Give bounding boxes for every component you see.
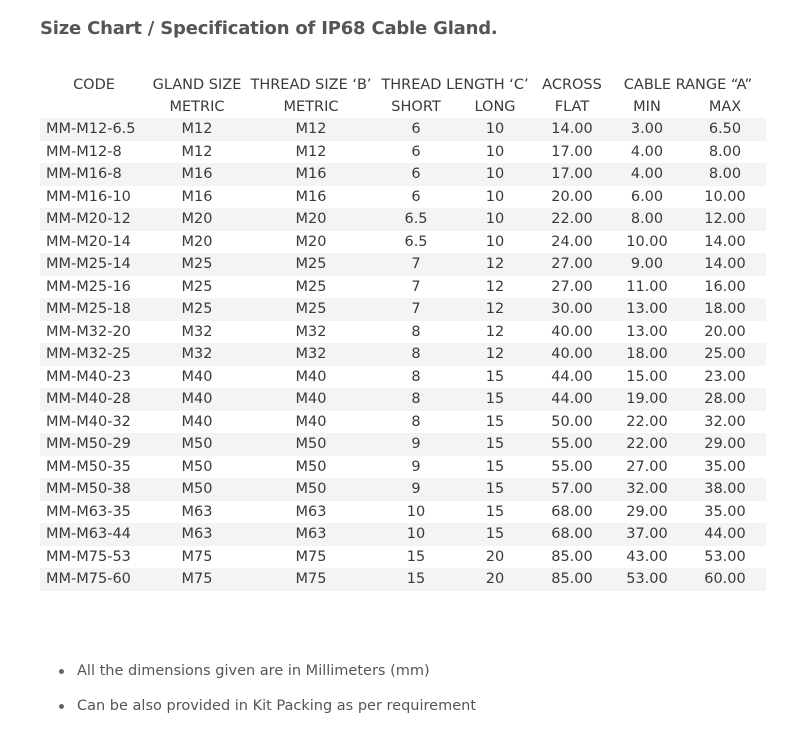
table-row [40, 456, 766, 479]
table-row [40, 433, 766, 456]
cell-cable-min: 22.00 [610, 433, 684, 456]
header-row [40, 74, 766, 96]
cell-thread-size: M75 [246, 546, 376, 569]
cell-cable-min: 13.00 [610, 298, 684, 321]
cell-cable-min: 10.00 [610, 231, 684, 254]
header-min: MIN [633, 99, 661, 115]
cell-thread-long: 12 [456, 253, 534, 276]
cell-thread-size: M25 [246, 298, 376, 321]
table-row [40, 366, 766, 389]
note-text: All the dimensions given are in Millimeters (mm) [77, 663, 430, 679]
cell-gland-size: M50 [148, 478, 246, 501]
cell-across-flat: 57.00 [534, 478, 610, 501]
cell-cable-max: 14.00 [684, 253, 766, 276]
cell-cable-min: 3.00 [610, 118, 684, 141]
table-row [40, 568, 766, 591]
cell-across-flat: 68.00 [534, 523, 610, 546]
cell-thread-long: 12 [456, 276, 534, 299]
cell-thread-size: M25 [246, 253, 376, 276]
cell-thread-short: 9 [376, 478, 456, 501]
cell-thread-short: 6 [376, 141, 456, 164]
cell-across-flat: 24.00 [534, 231, 610, 254]
cell-thread-size: M20 [246, 231, 376, 254]
cell-cable-max: 8.00 [684, 141, 766, 164]
cell-across-flat: 85.00 [534, 546, 610, 569]
cell-thread-size: M40 [246, 388, 376, 411]
header-code-sub [40, 96, 148, 118]
cell-cable-max: 32.00 [684, 411, 766, 434]
table-row [40, 321, 766, 344]
cell-code: MM-M20-14 [40, 231, 148, 254]
cell-thread-size: M75 [246, 568, 376, 591]
cell-cable-min: 37.00 [610, 523, 684, 546]
cell-thread-long: 15 [456, 456, 534, 479]
cell-thread-short: 10 [376, 523, 456, 546]
cell-cable-min: 22.00 [610, 411, 684, 434]
header-thread-size: THREAD SIZE ‘B’ [250, 77, 372, 93]
cell-across-flat: 55.00 [534, 433, 610, 456]
cell-thread-size: M16 [246, 163, 376, 186]
cell-gland-size: M32 [148, 321, 246, 344]
cell-gland-size: M75 [148, 546, 246, 569]
table-row [40, 523, 766, 546]
table-row [40, 501, 766, 524]
cell-cable-max: 44.00 [684, 523, 766, 546]
cell-thread-short: 9 [376, 456, 456, 479]
cell-thread-size: M16 [246, 186, 376, 209]
table-row [40, 118, 766, 141]
header-gland-size: GLAND SIZE [152, 77, 242, 93]
cell-across-flat: 55.00 [534, 456, 610, 479]
cell-across-flat: 20.00 [534, 186, 610, 209]
cell-thread-size: M25 [246, 276, 376, 299]
note-item [57, 692, 476, 727]
cell-thread-size: M50 [246, 433, 376, 456]
table-row [40, 186, 766, 209]
cell-across-flat: 27.00 [534, 253, 610, 276]
cell-thread-short: 6 [376, 118, 456, 141]
bullet-icon [59, 704, 64, 709]
table-row [40, 343, 766, 366]
table-row [40, 253, 766, 276]
cell-code: MM-M63-44 [40, 523, 148, 546]
header-gland-metric: METRIC [169, 99, 225, 115]
table-row [40, 411, 766, 434]
cell-code: MM-M63-35 [40, 501, 148, 524]
header-max: MAX [708, 99, 742, 115]
cell-code: MM-M50-29 [40, 433, 148, 456]
cell-cable-min: 43.00 [610, 546, 684, 569]
cell-gland-size: M25 [148, 253, 246, 276]
cell-cable-max: 35.00 [684, 501, 766, 524]
cell-gland-size: M20 [148, 208, 246, 231]
cell-cable-max: 18.00 [684, 298, 766, 321]
cell-thread-size: M63 [246, 501, 376, 524]
cell-gland-size: M16 [148, 163, 246, 186]
cell-thread-short: 8 [376, 388, 456, 411]
table-row [40, 231, 766, 254]
cell-cable-min: 9.00 [610, 253, 684, 276]
cell-thread-short: 7 [376, 253, 456, 276]
cell-cable-min: 13.00 [610, 321, 684, 344]
cell-cable-max: 25.00 [684, 343, 766, 366]
cell-across-flat: 27.00 [534, 276, 610, 299]
cell-code: MM-M40-23 [40, 366, 148, 389]
cell-thread-size: M20 [246, 208, 376, 231]
cell-thread-long: 20 [456, 546, 534, 569]
cell-code: MM-M16-10 [40, 186, 148, 209]
cell-thread-size: M32 [246, 321, 376, 344]
cell-cable-max: 10.00 [684, 186, 766, 209]
cell-cable-min: 8.00 [610, 208, 684, 231]
cell-cable-min: 53.00 [610, 568, 684, 591]
cell-across-flat: 85.00 [534, 568, 610, 591]
cell-across-flat: 17.00 [534, 163, 610, 186]
header-short: SHORT [391, 99, 441, 115]
table-row [40, 478, 766, 501]
cell-thread-short: 6 [376, 163, 456, 186]
cell-thread-long: 10 [456, 231, 534, 254]
cell-code: MM-M50-38 [40, 478, 148, 501]
cell-thread-short: 6 [376, 186, 456, 209]
cell-thread-long: 10 [456, 186, 534, 209]
cell-thread-long: 10 [456, 141, 534, 164]
cell-code: MM-M40-32 [40, 411, 148, 434]
cell-thread-size: M12 [246, 118, 376, 141]
cell-across-flat: 40.00 [534, 343, 610, 366]
cell-gland-size: M20 [148, 231, 246, 254]
cell-gland-size: M63 [148, 501, 246, 524]
cell-thread-long: 20 [456, 568, 534, 591]
cell-thread-size: M50 [246, 456, 376, 479]
cell-gland-size: M63 [148, 523, 246, 546]
cell-thread-long: 15 [456, 433, 534, 456]
table-header [40, 74, 766, 118]
cell-thread-long: 15 [456, 523, 534, 546]
cell-thread-long: 15 [456, 366, 534, 389]
cell-cable-max: 14.00 [684, 231, 766, 254]
cell-cable-max: 6.50 [684, 118, 766, 141]
note-item [57, 657, 476, 692]
cell-thread-short: 8 [376, 343, 456, 366]
table-row [40, 546, 766, 569]
cell-code: MM-M50-35 [40, 456, 148, 479]
cell-cable-min: 19.00 [610, 388, 684, 411]
page-title: Size Chart / Specification of IP68 Cable Gland. [40, 18, 498, 39]
cell-cable-max: 23.00 [684, 366, 766, 389]
cell-thread-size: M40 [246, 366, 376, 389]
cell-cable-min: 6.00 [610, 186, 684, 209]
cell-thread-short: 7 [376, 276, 456, 299]
note-text: Can be also provided in Kit Packing as per requirement [77, 698, 477, 714]
cell-cable-max: 38.00 [684, 478, 766, 501]
cell-code: MM-M12-8 [40, 141, 148, 164]
cell-cable-max: 35.00 [684, 456, 766, 479]
cell-code: MM-M32-25 [40, 343, 148, 366]
cell-thread-long: 10 [456, 118, 534, 141]
notes-list [57, 657, 476, 727]
cell-code: MM-M32-20 [40, 321, 148, 344]
cell-thread-short: 7 [376, 298, 456, 321]
cell-cable-min: 18.00 [610, 343, 684, 366]
cell-thread-short: 8 [376, 366, 456, 389]
cell-thread-long: 12 [456, 321, 534, 344]
table-row [40, 208, 766, 231]
cell-cable-max: 12.00 [684, 208, 766, 231]
cell-thread-short: 6.5 [376, 208, 456, 231]
cell-cable-min: 29.00 [610, 501, 684, 524]
cell-thread-long: 15 [456, 411, 534, 434]
cell-gland-size: M50 [148, 433, 246, 456]
cell-gland-size: M40 [148, 411, 246, 434]
cell-thread-short: 15 [376, 546, 456, 569]
cell-thread-long: 12 [456, 343, 534, 366]
table-row [40, 298, 766, 321]
cell-thread-short: 15 [376, 568, 456, 591]
cell-gland-size: M25 [148, 298, 246, 321]
cell-across-flat: 50.00 [534, 411, 610, 434]
cell-gland-size: M32 [148, 343, 246, 366]
cell-code: MM-M40-28 [40, 388, 148, 411]
cell-thread-long: 15 [456, 501, 534, 524]
cell-across-flat: 68.00 [534, 501, 610, 524]
cell-thread-short: 8 [376, 411, 456, 434]
cell-thread-size: M40 [246, 411, 376, 434]
header-thread-metric: METRIC [283, 99, 339, 115]
cell-across-flat: 17.00 [534, 141, 610, 164]
cell-thread-long: 12 [456, 298, 534, 321]
cell-cable-max: 16.00 [684, 276, 766, 299]
header-long: LONG [474, 99, 516, 115]
cell-thread-short: 8 [376, 321, 456, 344]
cell-cable-max: 8.00 [684, 163, 766, 186]
table-row [40, 163, 766, 186]
cell-cable-max: 29.00 [684, 433, 766, 456]
cell-code: MM-M16-8 [40, 163, 148, 186]
cell-thread-long: 10 [456, 208, 534, 231]
cell-cable-max: 60.00 [684, 568, 766, 591]
cell-code: MM-M12-6.5 [40, 118, 148, 141]
header-cable-range: CABLE RANGE “A” [623, 77, 753, 93]
header-flat: FLAT [554, 99, 590, 115]
table-row [40, 141, 766, 164]
cell-thread-short: 10 [376, 501, 456, 524]
cell-cable-min: 11.00 [610, 276, 684, 299]
cell-across-flat: 44.00 [534, 388, 610, 411]
cell-across-flat: 44.00 [534, 366, 610, 389]
cell-thread-short: 9 [376, 433, 456, 456]
spec-table [40, 74, 766, 591]
header-thread-length: THREAD LENGTH ‘C’ [381, 77, 529, 93]
cell-across-flat: 40.00 [534, 321, 610, 344]
cell-cable-min: 4.00 [610, 141, 684, 164]
cell-gland-size: M12 [148, 118, 246, 141]
cell-thread-size: M32 [246, 343, 376, 366]
cell-thread-long: 10 [456, 163, 534, 186]
cell-thread-long: 15 [456, 388, 534, 411]
cell-cable-max: 53.00 [684, 546, 766, 569]
cell-cable-max: 28.00 [684, 388, 766, 411]
cell-gland-size: M75 [148, 568, 246, 591]
cell-gland-size: M40 [148, 366, 246, 389]
table-row [40, 276, 766, 299]
cell-thread-size: M50 [246, 478, 376, 501]
cell-gland-size: M12 [148, 141, 246, 164]
cell-across-flat: 30.00 [534, 298, 610, 321]
cell-thread-size: M63 [246, 523, 376, 546]
cell-cable-min: 15.00 [610, 366, 684, 389]
cell-thread-short: 6.5 [376, 231, 456, 254]
table-row [40, 388, 766, 411]
header-across: ACROSS [542, 77, 602, 93]
bullet-icon [59, 669, 64, 674]
cell-thread-size: M12 [246, 141, 376, 164]
cell-gland-size: M40 [148, 388, 246, 411]
cell-across-flat: 22.00 [534, 208, 610, 231]
cell-thread-long: 15 [456, 478, 534, 501]
cell-cable-min: 32.00 [610, 478, 684, 501]
cell-gland-size: M25 [148, 276, 246, 299]
cell-gland-size: M16 [148, 186, 246, 209]
cell-code: MM-M25-18 [40, 298, 148, 321]
header-subrow [40, 96, 766, 118]
cell-code: MM-M75-60 [40, 568, 148, 591]
cell-code: MM-M75-53 [40, 546, 148, 569]
table-body [40, 118, 766, 591]
header-code: CODE [73, 77, 115, 93]
cell-code: MM-M25-16 [40, 276, 148, 299]
cell-cable-max: 20.00 [684, 321, 766, 344]
cell-cable-min: 4.00 [610, 163, 684, 186]
cell-code: MM-M25-14 [40, 253, 148, 276]
cell-across-flat: 14.00 [534, 118, 610, 141]
cell-gland-size: M50 [148, 456, 246, 479]
cell-cable-min: 27.00 [610, 456, 684, 479]
cell-code: MM-M20-12 [40, 208, 148, 231]
